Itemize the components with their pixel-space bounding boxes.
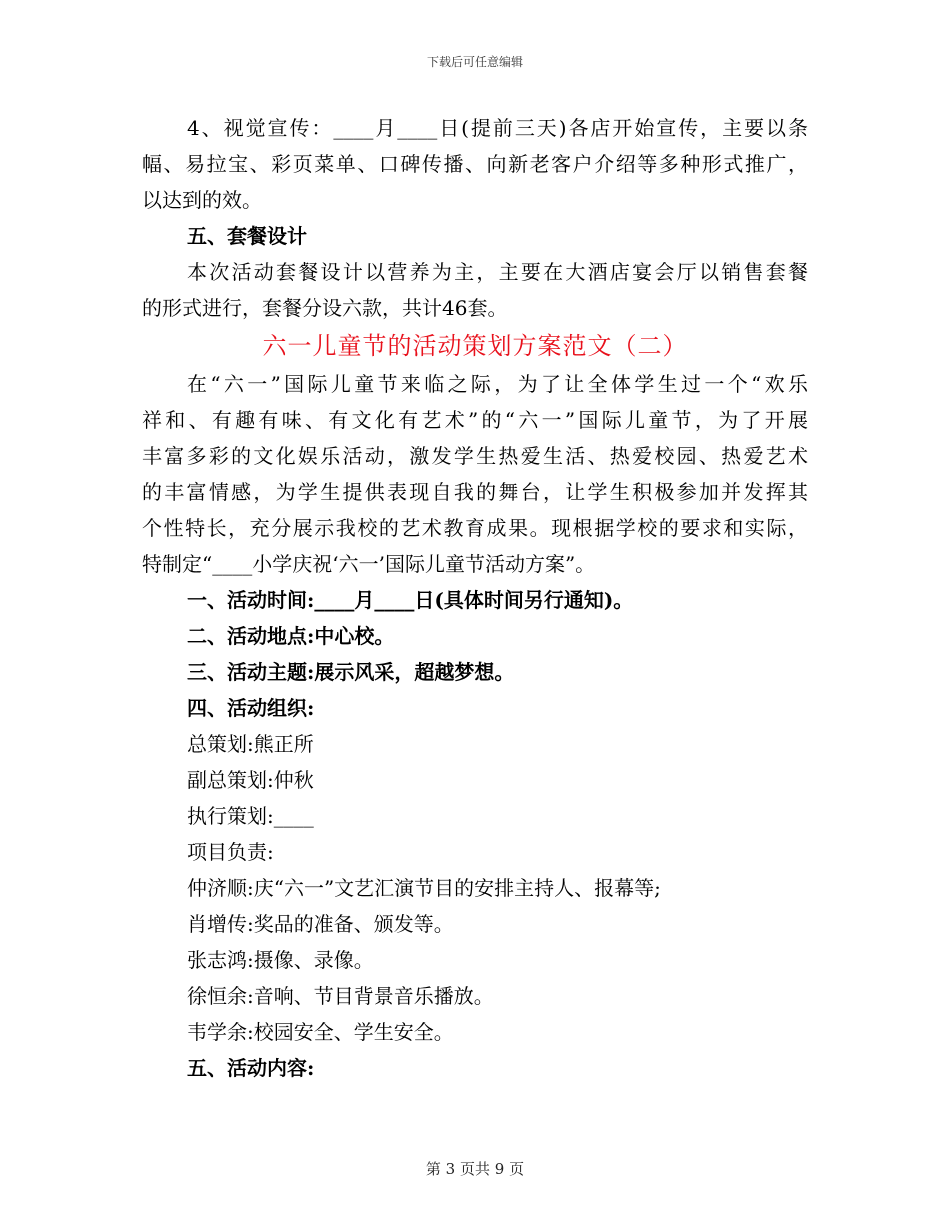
item-activity-time: 一、活动时间:____月____日(具体时间另行通知)。 — [187, 588, 634, 612]
section5-line-2: 的形式进行，套餐分设六款，共计46套。 — [142, 296, 508, 320]
section4-line-3: 以达到的效。 — [142, 188, 262, 212]
item-activity-content: 五、活动内容: — [187, 1056, 315, 1080]
document-title: 六一儿童节的活动策划方案范文（二） — [262, 332, 688, 360]
org-line-3: 执行策划:____ — [187, 804, 314, 828]
section4-line-2: 幅、易拉宝、彩页菜单、口碑传播、向新老客户介绍等多种形式推广， — [142, 152, 808, 176]
item-activity-place: 二、活动地点:中心校。 — [187, 624, 395, 648]
page-header: 下载后可任意编辑 — [426, 55, 523, 69]
item-activity-theme: 三、活动主题:展示风采，超越梦想。 — [187, 660, 515, 684]
section5-line-1: 本次活动套餐设计以营养为主，主要在大酒店宴会厅以销售套餐 — [187, 260, 808, 284]
section4-line-1: 4、视觉宣传：____月____日(提前三天)各店开始宣传，主要以条 — [187, 116, 808, 140]
org-line-6: 肖增传:奖品的准备、颁发等。 — [187, 912, 454, 936]
intro-line-4: 的丰富情感，为学生提供表现自我的舞台，让学生积极参加并发挥其 — [142, 480, 808, 504]
org-line-5: 仲济顺:庆“六一”文艺汇演节目的安排主持人、报幕等; — [187, 876, 661, 900]
intro-line-3: 丰富多彩的文化娱乐活动，激发学生热爱生活、热爱校园、热爱艺术 — [142, 444, 808, 468]
page-footer: 第 3 页共 9 页 — [425, 1160, 525, 1178]
org-line-2: 副总策划:仲秋 — [187, 768, 314, 792]
document-body — [142, 110, 808, 1086]
section5-heading: 五、套餐设计 — [187, 224, 307, 248]
intro-line-1: 在“六一”国际儿童节来临之际，为了让全体学生过一个“欢乐 — [187, 372, 808, 396]
org-line-9: 韦学余:校园安全、学生安全。 — [187, 1020, 454, 1044]
org-line-8: 徐恒余:音响、节目背景音乐播放。 — [187, 984, 494, 1008]
intro-line-2: 祥和、有趣有味、有文化有艺术”的“六一”国际儿童节，为了开展 — [142, 408, 808, 432]
org-line-4: 项目负责: — [187, 840, 274, 864]
item-activity-organization: 四、活动组织: — [187, 696, 315, 720]
org-line-1: 总策划:熊正所 — [187, 732, 314, 756]
org-line-7: 张志鸿:摄像、录像。 — [187, 948, 374, 972]
intro-line-5: 个性特长，充分展示我校的艺术教育成果。现根据学校的要求和实际， — [142, 516, 808, 540]
intro-line-6: 特制定“____小学庆祝‘六一’国际儿童节活动方案”。 — [142, 552, 596, 576]
